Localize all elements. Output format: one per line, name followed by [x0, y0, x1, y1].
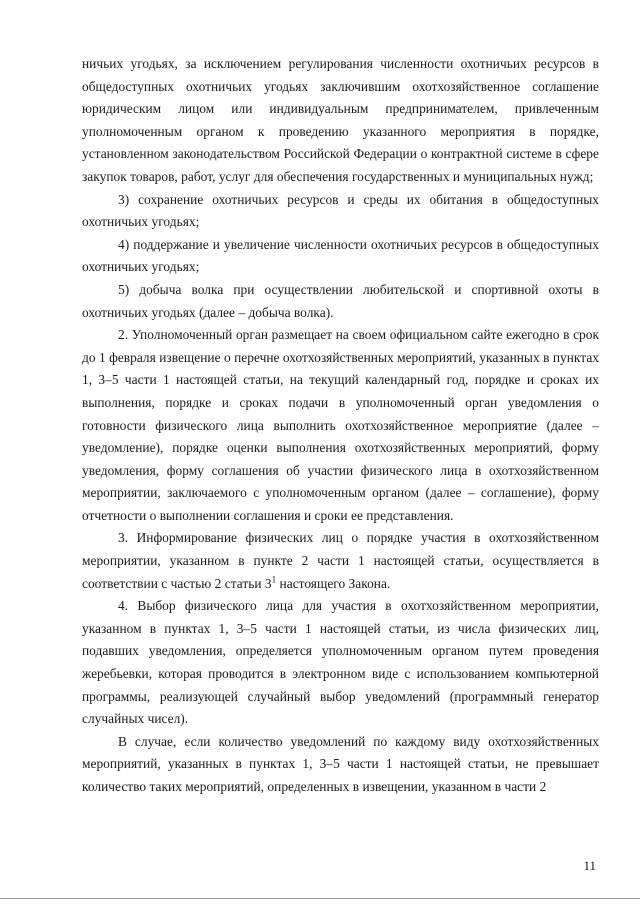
article-superscript: 1 [271, 574, 277, 585]
paragraph-part-2: 2. Уполномоченный орган размещает на своем официальном сайте ежегодно в срок до 1 февраля извещение о перечне охотхозяйственных мероприятий, указанных в пунктах 1, 3–5 части 1 настоящей статьи, на текущий календарный год, порядке и сроках их выполнения, порядке и сроках подачи в уполномоченный орган уведомления о готовности физического лица выполнить охотхозяйственное мероприятие (далее – уведомление), порядке оценки выполнения охотхозяйственных мероприятий, форму уведомления, форму соглашения об участии физического лица в охотхозяйственном мероприятии, заключаемого с уполномоченным органом (далее – соглашение), форму отчетности о выполнении соглашения и сроки ее представления. [82, 327, 599, 523]
paragraph-item-4: 4) поддержание и увеличение численности охотничьих ресурсов в общедоступных охотничьих угодьях; [82, 236, 599, 275]
paragraph-case: В случае, если количество уведомлений по каждому виду охотхозяйственных мероприятий, указанных в пунктах 1, 3–5 части 1 настоящей статьи, не превышает количество таких мероприятий, определенных в извещении, указанном в части 2 [82, 733, 599, 794]
page-bottom-rule [0, 898, 640, 899]
document-body [82, 53, 599, 799]
paragraph-part-3 [82, 527, 599, 595]
paragraph-item-3: 3) сохранение охотничьих ресурсов и среды их обитания в общедоступных охотничьих угодьях; [82, 191, 599, 230]
paragraph-continuation: ничьих угодьях, за исключением регулирования численности охотничьих ресурсов в общедоступных охотничьих угодьях заключившим охотхозяйственное соглашение юридическим лицом или индивидуальным предпринимателем, привлеченным уполномоченным органом к проведению указанного мероприятия в порядке, установленном законодательством Российской Федерации о контрактной системе в сфере закупок товаров, работ, услуг для обеспечения государственных и муниципальных нужд; [82, 56, 599, 184]
page-number: 11 [583, 858, 596, 873]
paragraph-part-3-text: 3. Информирование физических лиц о порядке участия в охотхозяйственном мероприятии, указанном в пункте 2 части 1 настоящей статьи, осуществляется в соответствии с частью 2 статьи 3 [82, 530, 599, 591]
paragraph-part-4: 4. Выбор физического лица для участия в охотхозяйственном мероприятии, указанном в пунктах 1, 3–5 части 1 настоящей статьи, из числа физических лиц, подавших уведомления, определяется уполномоченным органом путем проведения жеребьевки, которая проводится в электронном виде с использованием компьютерной программы, реализующей случайный выбор уведомлений (программный генератор случайных чисел). [82, 598, 599, 727]
paragraph-part-3-tail: настоящего Закона. [276, 575, 391, 591]
paragraph-item-5: 5) добыча волка при осуществлении любительской и спортивной охоты в охотничьих угодьях (далее – добыча волка). [82, 281, 599, 320]
